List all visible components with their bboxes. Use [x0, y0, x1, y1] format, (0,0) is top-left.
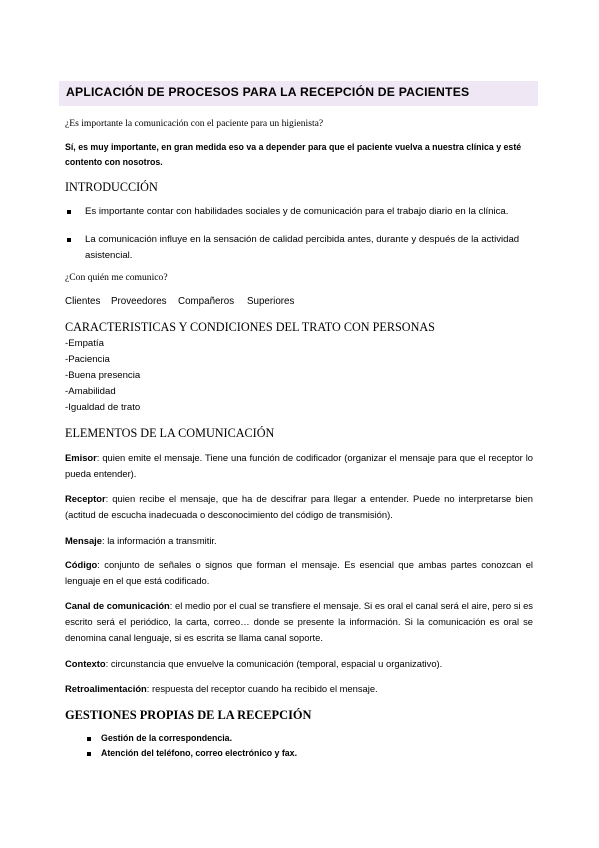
interlocutor-clientes: Clientes — [65, 296, 101, 307]
bullet-icon — [67, 238, 71, 242]
elemento-text: : quien emite el mensaje. Tiene una función de codificador (organizar el mensaje para que el receptor lo pueda entender). — [65, 452, 533, 479]
question-higienista: ¿Es importante la comunicación con el paciente para un higienista? — [65, 118, 324, 129]
elemento-mensaje — [65, 533, 533, 549]
elemento-text: : respuesta del receptor cuando ha recibido el mensaje. — [146, 683, 378, 694]
elemento-canal — [65, 598, 533, 646]
elemento-text: : conjunto de señales o signos que forman el mensaje. Es esencial que ambas partes conozcan el lenguaje en el que está codificado. — [65, 559, 533, 586]
bullet-icon — [87, 737, 91, 741]
caracteristica-item: -Buena presencia — [65, 370, 141, 381]
caracteristica-item: -Empatía — [65, 338, 104, 349]
answer-line-2 — [65, 157, 163, 168]
intro-bullet-2-line2: asistencial. — [85, 250, 133, 261]
gestion-item-telefono: Atención del teléfono, correo electrónico y fax. — [101, 748, 298, 758]
elemento-emisor — [65, 450, 533, 482]
caracteristica-item: -Igualdad de trato — [65, 402, 141, 413]
heading-introduccion: INTRODUCCIÓN — [65, 180, 158, 194]
bullet-icon — [87, 752, 91, 756]
answer-line-2-text: contento con nosotros. — [65, 157, 163, 167]
answer-line-1 — [65, 142, 521, 153]
elemento-term: Mensaje — [65, 535, 102, 546]
heading-gestiones: GESTIONES PROPIAS DE LA RECEPCIÓN — [65, 708, 312, 722]
caracteristica-item: -Paciencia — [65, 354, 110, 365]
answer-line-1-text: Sí, es muy importante, en gran medida eso va a depender para que el paciente vuelva a nuestra clínica y esté — [65, 142, 522, 152]
heading-elementos: ELEMENTOS DE LA COMUNICACIÓN — [65, 426, 275, 440]
document-title: APLICACIÓN DE PROCESOS PARA LA RECEPCIÓN DE PACIENTES — [66, 85, 470, 99]
interlocutor-companeros: Compañeros — [178, 296, 235, 307]
heading-caracteristicas: CARACTERISTICAS Y CONDICIONES DEL TRATO CON PERSONAS — [65, 320, 435, 334]
elemento-text: : quien recibe el mensaje, que ha de descifrar para llegar a entender. Puede no interpretarse bien (actitud de escucha inadecuada o desconocimiento del código de transmisión). — [65, 493, 533, 520]
gestion-item-correspondencia: Gestión de la correspondencia. — [101, 733, 233, 743]
question-con-quien: ¿Con quién me comunico? — [65, 272, 168, 283]
elemento-term: Contexto — [65, 658, 106, 669]
elemento-text: : circunstancia que envuelve la comunicación (temporal, espacial u organizativo). — [105, 658, 443, 669]
elemento-receptor — [65, 491, 533, 523]
bullet-icon — [67, 210, 71, 214]
elemento-term: Emisor — [65, 452, 97, 463]
elemento-codigo — [65, 557, 533, 589]
elemento-term: Retroalimentación — [65, 683, 147, 694]
elemento-term: Código — [65, 559, 98, 570]
interlocutor-proveedores: Proveedores — [111, 296, 167, 307]
intro-bullet-2-line1: La comunicación influye en la sensación de calidad percibida antes, durante y después de la actividad — [85, 234, 520, 245]
elemento-term: Receptor — [65, 493, 106, 504]
intro-bullet-1: Es importante contar con habilidades sociales y de comunicación para el trabajo diario en la clínica. — [85, 206, 509, 217]
interlocutor-superiores: Superiores — [247, 296, 295, 307]
elemento-text: : el medio por el cual se transfiere el mensaje. Si es oral el canal será el aire, pero si es escrito será el periódico, la carta, correo… donde se presente la información. Si la comunicación es oral se denomina canal lenguaje, si es escrita se llama canal soporte. — [65, 600, 533, 643]
elemento-retroalimentacion — [65, 681, 533, 697]
elemento-contexto — [65, 656, 533, 672]
caracteristica-item: -Amabilidad — [65, 386, 116, 397]
elemento-term: Canal de comunicación — [65, 600, 170, 611]
elemento-text: : la información a transmitir. — [102, 535, 217, 546]
